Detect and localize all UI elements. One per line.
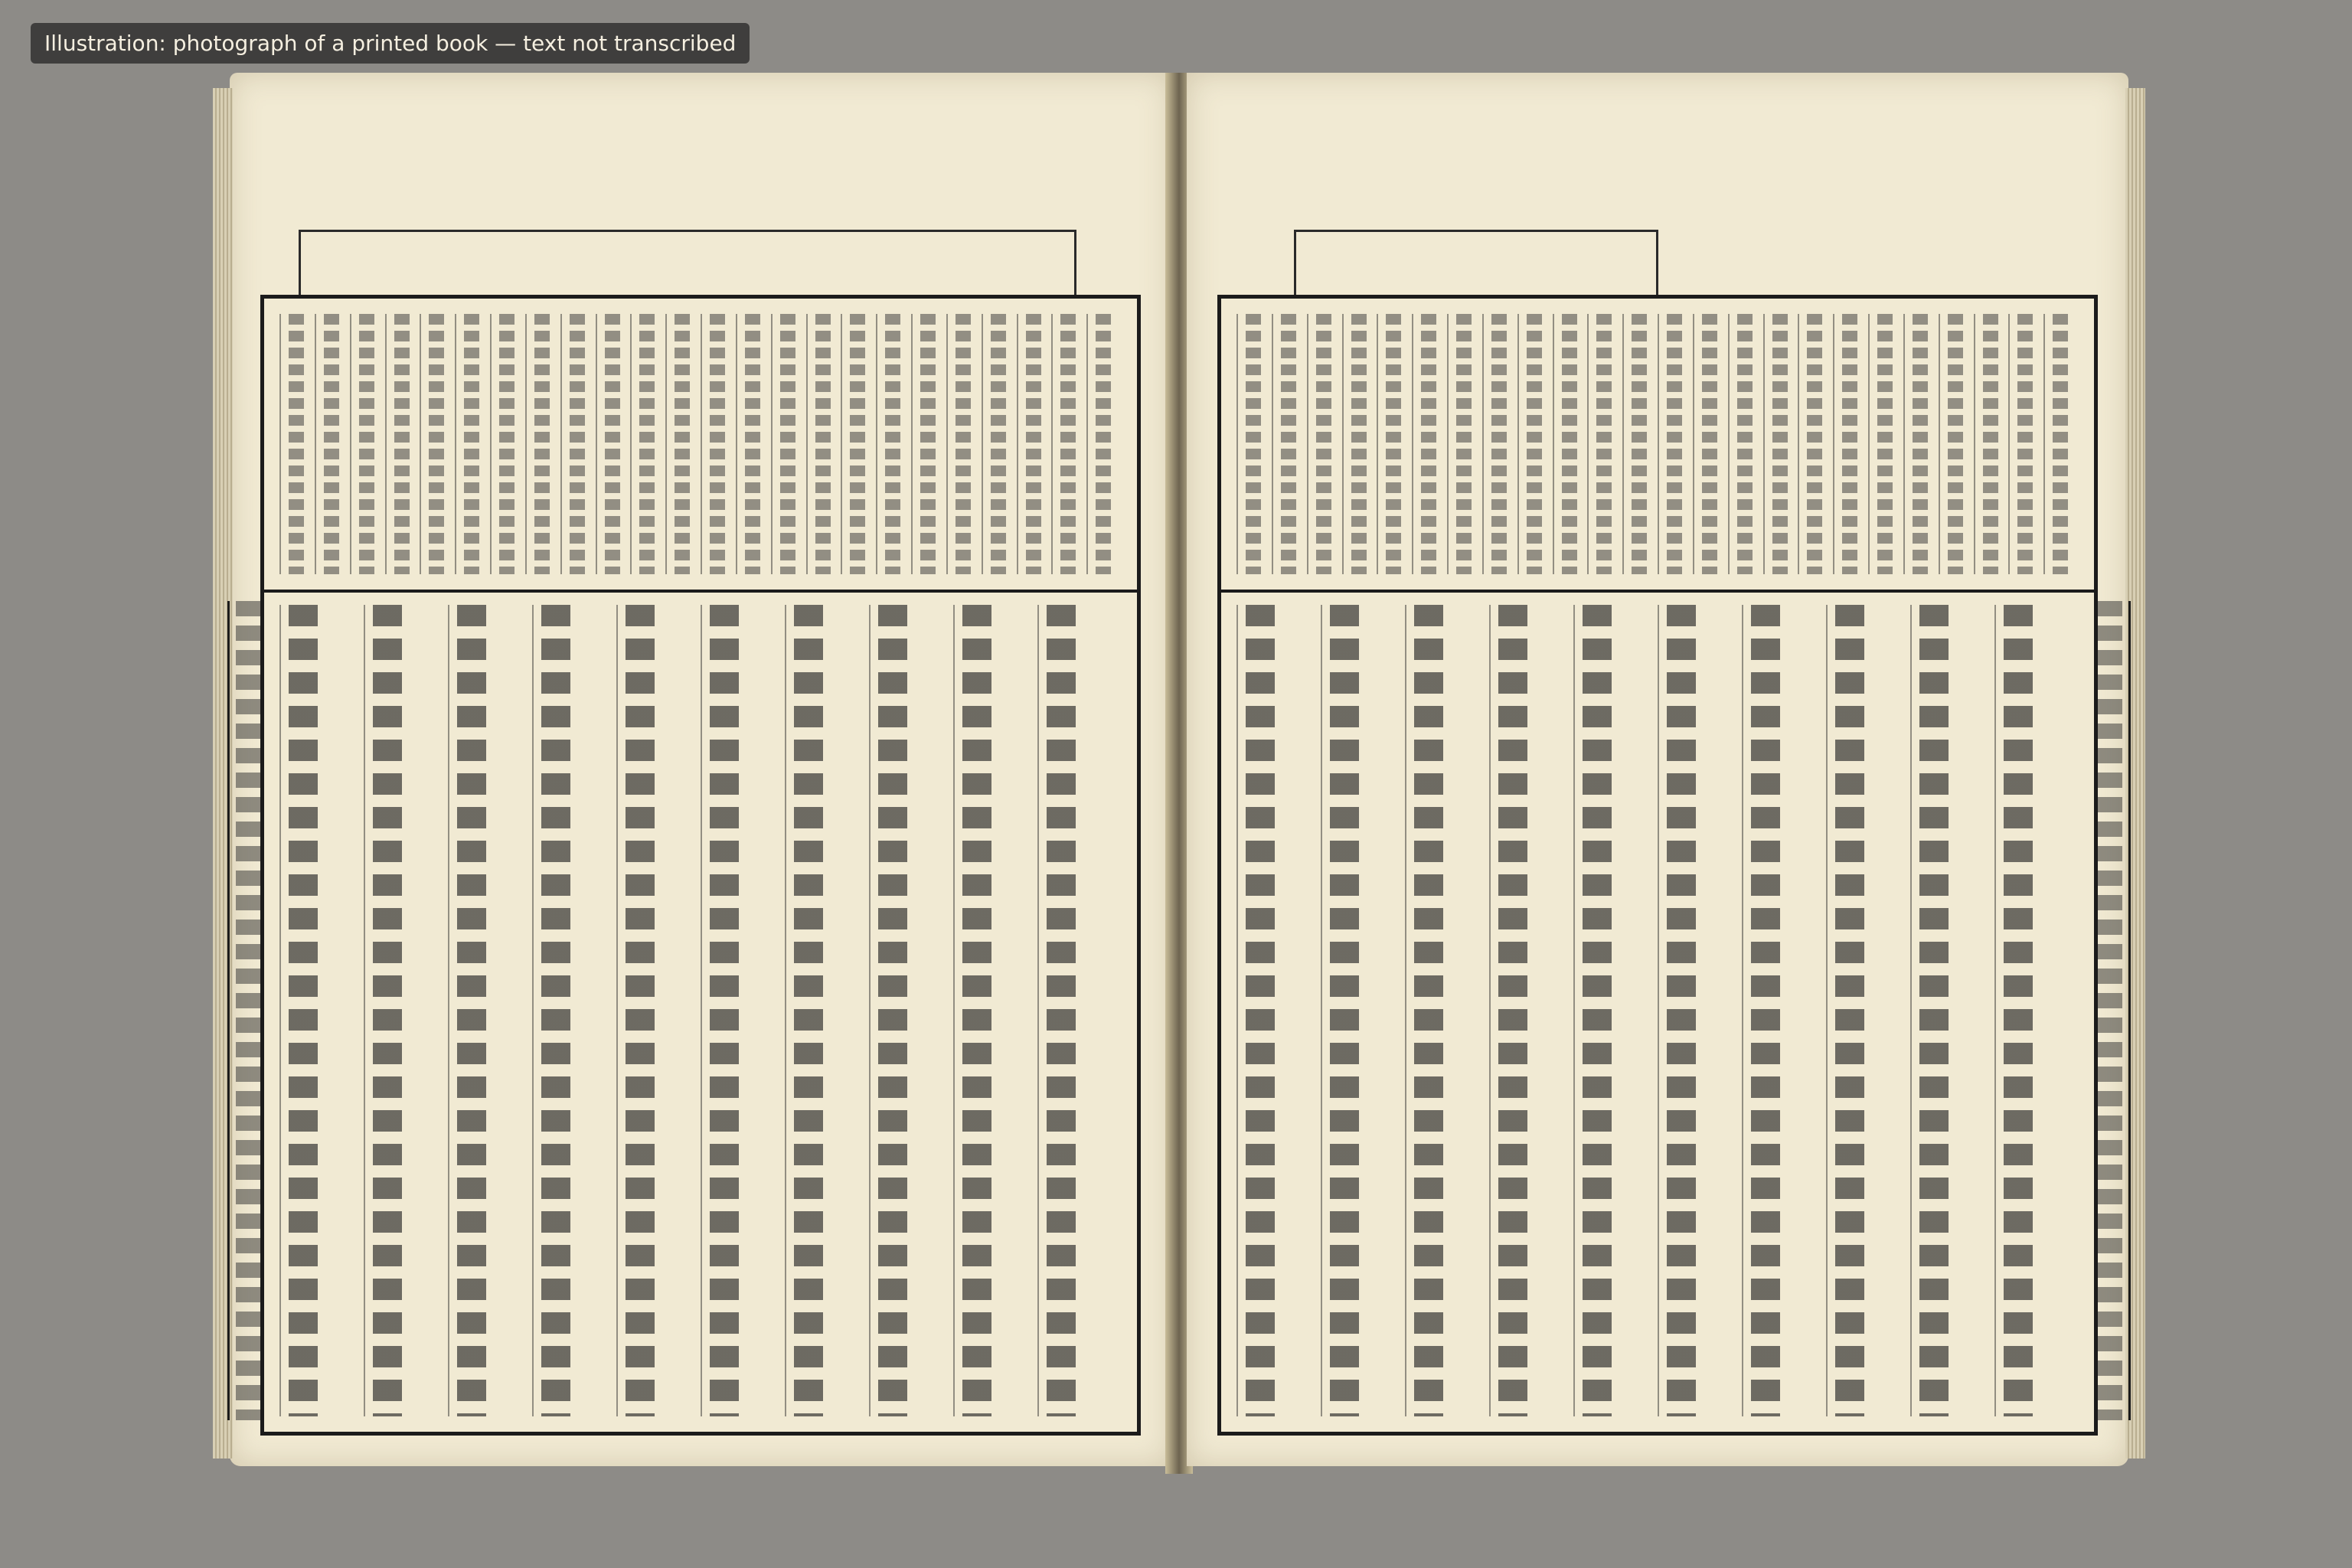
open-book	[230, 73, 2128, 1489]
commentary-column	[385, 314, 417, 574]
commentary-column	[560, 314, 593, 574]
commentary-column	[420, 314, 452, 574]
main-text-column	[364, 605, 410, 1416]
commentary-column	[1017, 314, 1049, 574]
main-text-column	[1826, 605, 1872, 1416]
commentary-column	[279, 314, 312, 574]
commentary-column	[1622, 314, 1655, 574]
commentary-column	[490, 314, 522, 574]
commentary-column	[1482, 314, 1514, 574]
commentary-column	[911, 314, 943, 574]
commentary-column	[982, 314, 1014, 574]
commentary-column	[946, 314, 978, 574]
commentary-column	[1974, 314, 2006, 574]
commentary-column	[1868, 314, 1900, 574]
commentary-column	[1236, 314, 1269, 574]
left-page	[230, 73, 1171, 1466]
main-text-column	[1742, 605, 1788, 1416]
main-text-column	[1037, 605, 1083, 1416]
commentary-column	[1693, 314, 1725, 574]
commentary-column	[1798, 314, 1830, 574]
commentary-column	[1939, 314, 1971, 574]
commentary-column	[665, 314, 697, 574]
main-text-column	[1658, 605, 1704, 1416]
commentary-column	[1517, 314, 1550, 574]
left-text-frame	[260, 295, 1141, 1436]
main-text-column	[279, 605, 325, 1416]
commentary-column	[350, 314, 382, 574]
commentary-column	[701, 314, 733, 574]
right-header-notes	[1294, 230, 1658, 297]
photo-notice: Illustration: photograph of a printed book — text not transcribed	[31, 23, 750, 64]
commentary-column	[1307, 314, 1339, 574]
commentary-column	[1086, 314, 1119, 574]
main-text-column	[616, 605, 662, 1416]
commentary-column	[2008, 314, 2040, 574]
main-text-column	[1910, 605, 1956, 1416]
main-text-column	[1489, 605, 1535, 1416]
right-text-frame	[1217, 295, 2098, 1436]
commentary-column	[841, 314, 873, 574]
main-text-column	[1994, 605, 2040, 1416]
commentary-column	[1833, 314, 1865, 574]
commentary-column	[1728, 314, 1760, 574]
left-margin-title	[227, 601, 266, 1420]
right-page	[1187, 73, 2128, 1466]
commentary-column	[1412, 314, 1444, 574]
left-header-notes	[299, 230, 1076, 297]
main-text-column	[532, 605, 578, 1416]
main-text-column	[701, 605, 746, 1416]
commentary-column	[1272, 314, 1304, 574]
right-margin-title	[2092, 601, 2131, 1420]
commentary-column	[596, 314, 628, 574]
commentary-column	[1377, 314, 1409, 574]
commentary-column	[1447, 314, 1479, 574]
main-text-column	[448, 605, 494, 1416]
commentary-column	[1587, 314, 1619, 574]
main-text-column	[785, 605, 831, 1416]
commentary-column	[315, 314, 347, 574]
main-text-column	[1405, 605, 1451, 1416]
commentary-column	[1903, 314, 1936, 574]
main-text-column	[1573, 605, 1619, 1416]
commentary-column	[806, 314, 838, 574]
commentary-column	[630, 314, 662, 574]
commentary-column	[1553, 314, 1585, 574]
commentary-column	[1342, 314, 1374, 574]
commentary-column	[2043, 314, 2076, 574]
commentary-column	[525, 314, 557, 574]
commentary-column	[455, 314, 487, 574]
main-text-column	[1236, 605, 1282, 1416]
main-text-column	[1321, 605, 1367, 1416]
commentary-column	[736, 314, 768, 574]
commentary-column	[771, 314, 803, 574]
commentary-column	[1051, 314, 1083, 574]
commentary-column	[1763, 314, 1795, 574]
commentary-column	[1658, 314, 1690, 574]
main-text-column	[953, 605, 999, 1416]
main-text-column	[869, 605, 915, 1416]
commentary-column	[876, 314, 908, 574]
